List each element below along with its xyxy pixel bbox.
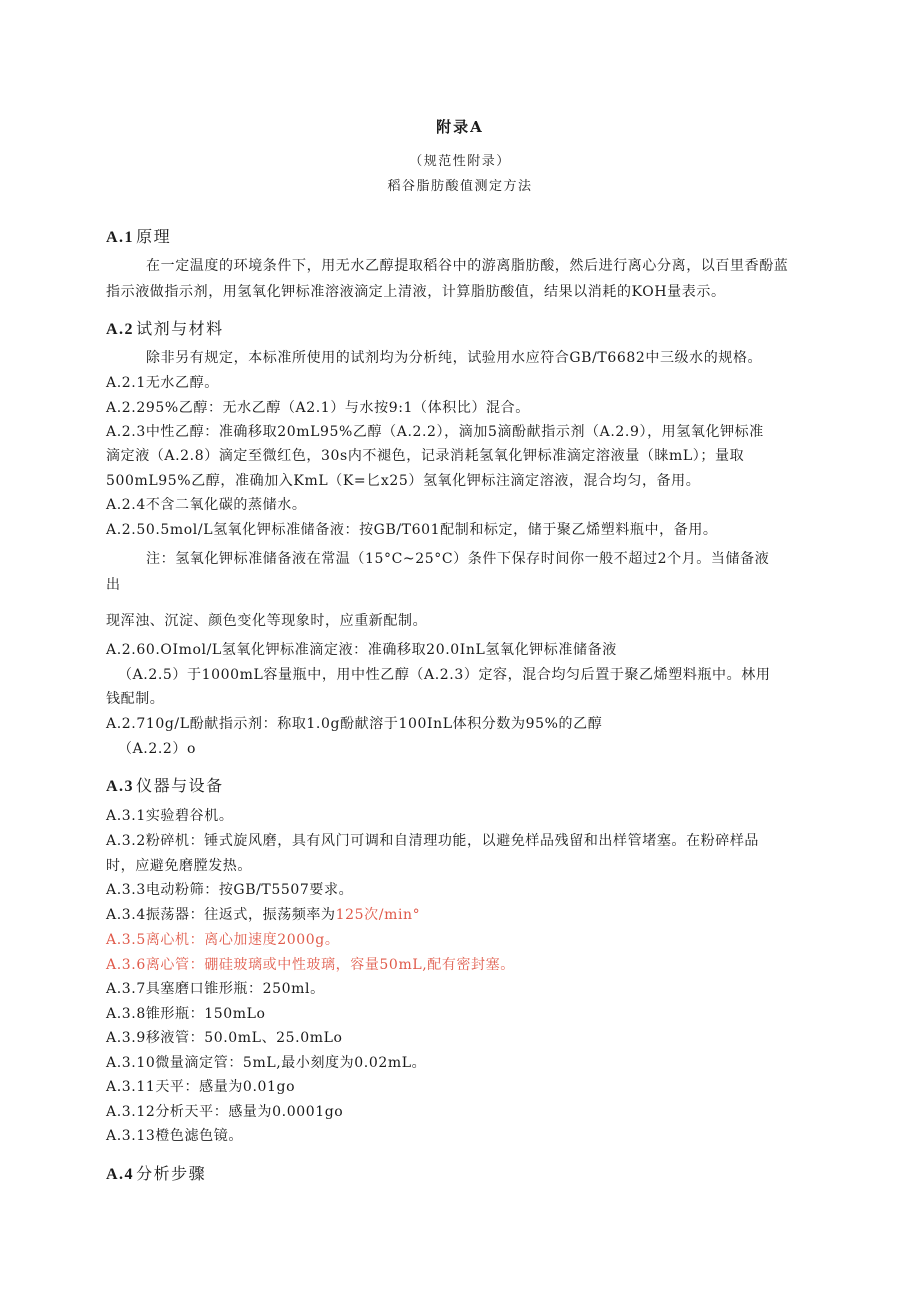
section-title: 试剂与材料 bbox=[136, 319, 224, 338]
section-title: 分析步骤 bbox=[136, 1164, 207, 1183]
section-number: A.3 bbox=[106, 778, 135, 795]
list-item: A.3.2粉碎机：锤式旋风磨，具有风门可调和自清理功能，以避免样品残留和出样管堵塞。在粉碎样品 bbox=[106, 833, 760, 849]
section-number: A.2 bbox=[106, 321, 135, 338]
note-line: 注：氢氧化钾标准储备液在常温（15°C~25°C）条件下保存时间你一般不超过2个月。当储备液 bbox=[146, 551, 770, 567]
list-item: A.2.710g/L酚献指示剂：称取1.0g酚献溶于100InL体积分数为95%的乙醇 bbox=[106, 716, 603, 732]
appendix-subtitle: （规范性附录） bbox=[409, 154, 511, 169]
section-heading-a1 bbox=[106, 228, 171, 247]
paragraph-line: （A.2.2）o bbox=[118, 741, 197, 757]
list-item-text: A.3.4振荡器：往返式，振荡频率为 bbox=[106, 907, 336, 923]
appendix-heading: 稻谷脂肪酸值测定方法 bbox=[387, 179, 533, 194]
list-item-highlighted: A.3.5离心机：离心加速度2000g。 bbox=[106, 932, 340, 948]
paragraph-line: 钱配制。 bbox=[106, 691, 165, 707]
list-item: A.3.8锥形瓶：150mLo bbox=[106, 1006, 266, 1022]
paragraph-line: 时，应避免磨膛发热。 bbox=[106, 858, 252, 874]
list-item: A.3.1实验碧谷机。 bbox=[106, 808, 234, 824]
list-item: A.3.7具塞磨口锥形瓶：250ml。 bbox=[106, 981, 325, 997]
note-line: 出 bbox=[106, 577, 121, 593]
section-heading-a4 bbox=[106, 1165, 206, 1184]
list-item: A.2.295%乙醇：无水乙醇（A2.1）与水按9:1（体积比）混合。 bbox=[106, 400, 530, 416]
paragraph-line: 指示液做指示剂，用氢氧化钾标准溶液滴定上清液，计算脂肪酸值，结果以消耗的KOH量表示。 bbox=[106, 284, 726, 300]
section-heading-a3 bbox=[106, 777, 224, 796]
paragraph-line: 滴定液（A.2.8）滴定至微红色，30s内不褪色，记录消耗氢氧化钾标准滴定溶液量（睐mL）；量取 bbox=[106, 448, 745, 464]
list-item: A.2.50.5mol/L氢氧化钾标准储备液：按GB/T601配制和标定，储于聚乙烯塑料瓶中，备用。 bbox=[106, 522, 718, 538]
list-item: A.3.3电动粉筛：按GB/T5507要求。 bbox=[106, 882, 354, 898]
section-heading-a2 bbox=[106, 320, 224, 339]
appendix-title: 附录A bbox=[436, 118, 484, 136]
section-number: A.1 bbox=[106, 229, 135, 246]
list-item bbox=[106, 906, 420, 924]
list-item-highlighted: A.3.6离心管：硼硅玻璃或中性玻璃，容量50mL,配有密封塞。 bbox=[106, 957, 515, 973]
list-item: A.2.60.OImol/L氢氧化钾标准滴定液：准确移取20.0InL氢氧化钾标准储备液 bbox=[106, 642, 617, 658]
list-item: A.3.10微量滴定管：5mL,最小刻度为0.02mL。 bbox=[106, 1055, 427, 1071]
section-title: 仪器与设备 bbox=[136, 776, 224, 795]
paragraph-line: 除非另有规定，本标准所使用的试剂均为分析纯，试验用水应符合GB/T6682中三级水的规格。 bbox=[146, 350, 763, 366]
section-title: 原理 bbox=[136, 227, 172, 246]
list-item: A.2.1无水乙醇。 bbox=[106, 375, 219, 391]
paragraph-line: 500mL95%乙醇，准确加入KmL（K=匕x25）氢氧化钾标注滴定溶液，混合均匀，备用。 bbox=[106, 473, 701, 489]
list-item: A.2.3中性乙醇：准确移取20mL95%乙醇（A.2.2），滴加5滴酚献指示剂（A.2.9），用氢氧化钾标准 bbox=[106, 424, 764, 440]
paragraph-line: 在一定温度的环境条件下，用无水乙醇提取稻谷中的游离脂肪酸，然后进行离心分离，以百里香酚蓝 bbox=[146, 258, 789, 274]
list-item: A.3.11天平：感量为0.01go bbox=[106, 1079, 296, 1095]
highlighted-value: 125次/min° bbox=[335, 907, 421, 923]
list-item: A.3.13橙色滤色镜。 bbox=[106, 1128, 243, 1144]
list-item: A.3.12分析天平：感量为0.0001go bbox=[106, 1104, 344, 1120]
list-item: A.2.4不含二氧化碳的蒸储水。 bbox=[106, 497, 307, 513]
list-item: A.3.9移液管：50.0mL、25.0mLo bbox=[106, 1030, 343, 1046]
section-number: A.4 bbox=[106, 1166, 135, 1183]
paragraph-line: （A.2.5）于1000mL容量瓶中，用中性乙醇（A.2.3）定容，混合均匀后置于聚乙烯塑料瓶中。林用 bbox=[118, 667, 771, 683]
note-line: 现浑浊、沉淀、颜色变化等现象时，应重新配制。 bbox=[106, 613, 428, 629]
